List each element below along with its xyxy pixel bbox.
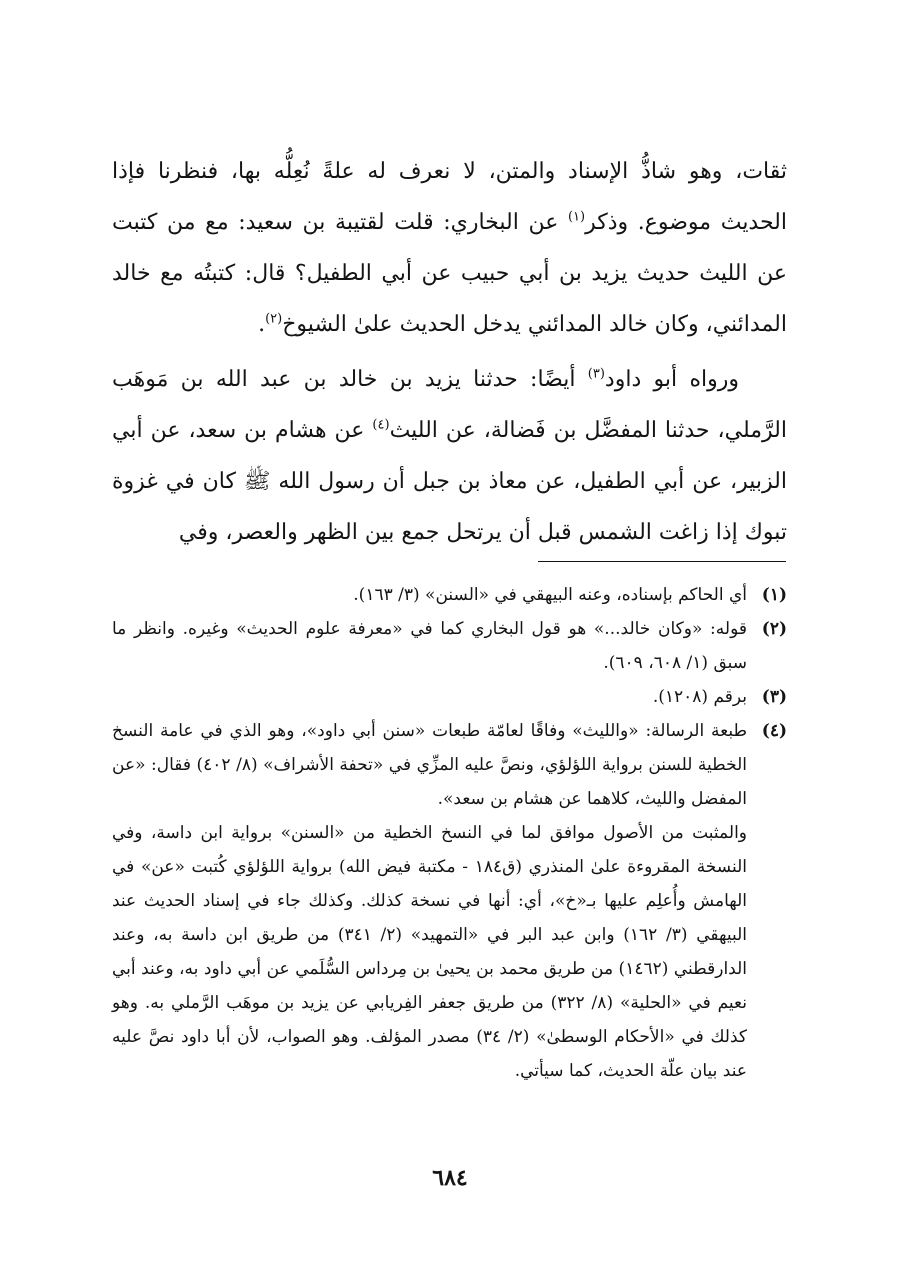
footnote-4-continuation: والمثبت من الأصول موافق لما في النسخ الخطية من «السنن» برواية ابن داسة، وفي النسخة المقروءة علىٰ المنذري (ق١٨٤ - مكتبة فيض الله) برواية اللؤلؤي كُتبت «عن» في الهامش وأُعلِم عليها بـ«خ»، أي: أنها في نسخة كذلك. وكذلك جاء في إسناد الحديث عند البيهقي (٣/ ١٦٢) وابن عبد البر في «التمهيد» (٢/ ٣٤١) من طريق ابن داسة به، وعند الدارقطني (١٤٦٢) من طريق محمد بن يحيىٰ بن مِرداس السُّلَمي عن أبي داود به، وعند أبي نعيم في «الحلية» (٨/ ٣٢٢) من طريق جعفر الفِريابي عن يزيد بن موهَب الرَّملي به. وهو كذلك في «الأحكام الوسطىٰ» (٢/ ٣٤) مصدر المؤلف. وهو الصواب، لأن أبا داود نصَّ عليه عند بيان علّة الحديث، كما سيأتي. [112, 823, 748, 1081]
footnote-number: (٤) [761, 721, 787, 741]
paragraph-2-text-b: أيضًا: حدثنا يزيد بن خالد بن عبد الله بن مَوهَب الرَّملي، حدثنا المفضَّل بن فَضالة، عن الليث [112, 367, 787, 443]
footnote-text: أي الحاكم بإسناده، وعنه البيهقي في «السنن» (٣/ ١٦٣). [353, 585, 747, 605]
footnote-ref-2[interactable]: (٢) [265, 311, 283, 327]
footnote-1 [112, 578, 787, 612]
footnote-number: (٢) [761, 619, 787, 639]
paragraph-1-text-b: عن البخاري: قلت لقتيبة بن سعيد: مع من كتبت عن الليث حديث يزيد بن أبي حبيب عن أبي الطفيل؟ قال: كتبتُه مع خالد المدائني، وكان خالد المدائني يدخل الحديث علىٰ الشيوخ [112, 210, 787, 337]
footnote-ref-4[interactable]: (٤) [372, 417, 390, 433]
paragraph-1-text-a: ثقات، وهو شاذُّ الإسناد والمتن، لا نعرف له علةً نُعِلُّه بها، فنظرنا فإذا الحديث موضوع. وذكر [112, 159, 788, 235]
paragraph-2 [112, 354, 787, 558]
footnote-2 [112, 612, 787, 680]
footnote-ref-3[interactable]: (٣) [587, 366, 605, 382]
footnote-text: طبعة الرسالة: «والليث» وفاقًا لعامّة طبعات «سنن أبي داود»، وهو الذي في عامة النسخ الخطية للسنن برواية اللؤلؤي، ونصَّ عليه المزِّي في «تحفة الأشراف» (٨/ ٤٠٢) فقال: «عن المفضل والليث، كلاهما عن هشام بن سعد». [112, 721, 748, 809]
paragraph-2-text-a: ورواه أبو داود [604, 367, 739, 392]
footnote-3 [112, 680, 787, 714]
main-text [112, 146, 787, 558]
footnote-number: (١) [761, 585, 787, 605]
footnote-text: قوله: «وكان خالد...» هو قول البخاري كما في «معرفة علوم الحديث» وغيره. وانظر ما سبق (١/ ٦٠٨، ٦٠٩). [112, 619, 747, 673]
footnote-text: برقم (١٢٠٨). [652, 687, 747, 707]
footnote-number: (٣) [761, 687, 787, 707]
paragraph-2-text-c: عن هشام بن سعد، عن أبي الزبير، عن أبي الطفيل، عن معاذ بن جبل أن رسول الله ﷺ كان في غزوة تبوك إذا زاغت الشمس قبل أن يرتحل جمع بين الظهر والعصر، وفي [112, 418, 787, 545]
paragraph-1 [112, 146, 787, 350]
paragraph-1-text-c: . [258, 312, 266, 337]
footnotes [112, 578, 787, 1088]
page-number: ٦٨٤ [432, 1165, 468, 1191]
footnote-4 [112, 714, 787, 816]
footnote-ref-1[interactable]: (١) [567, 209, 586, 225]
footnote-divider [538, 561, 786, 562]
